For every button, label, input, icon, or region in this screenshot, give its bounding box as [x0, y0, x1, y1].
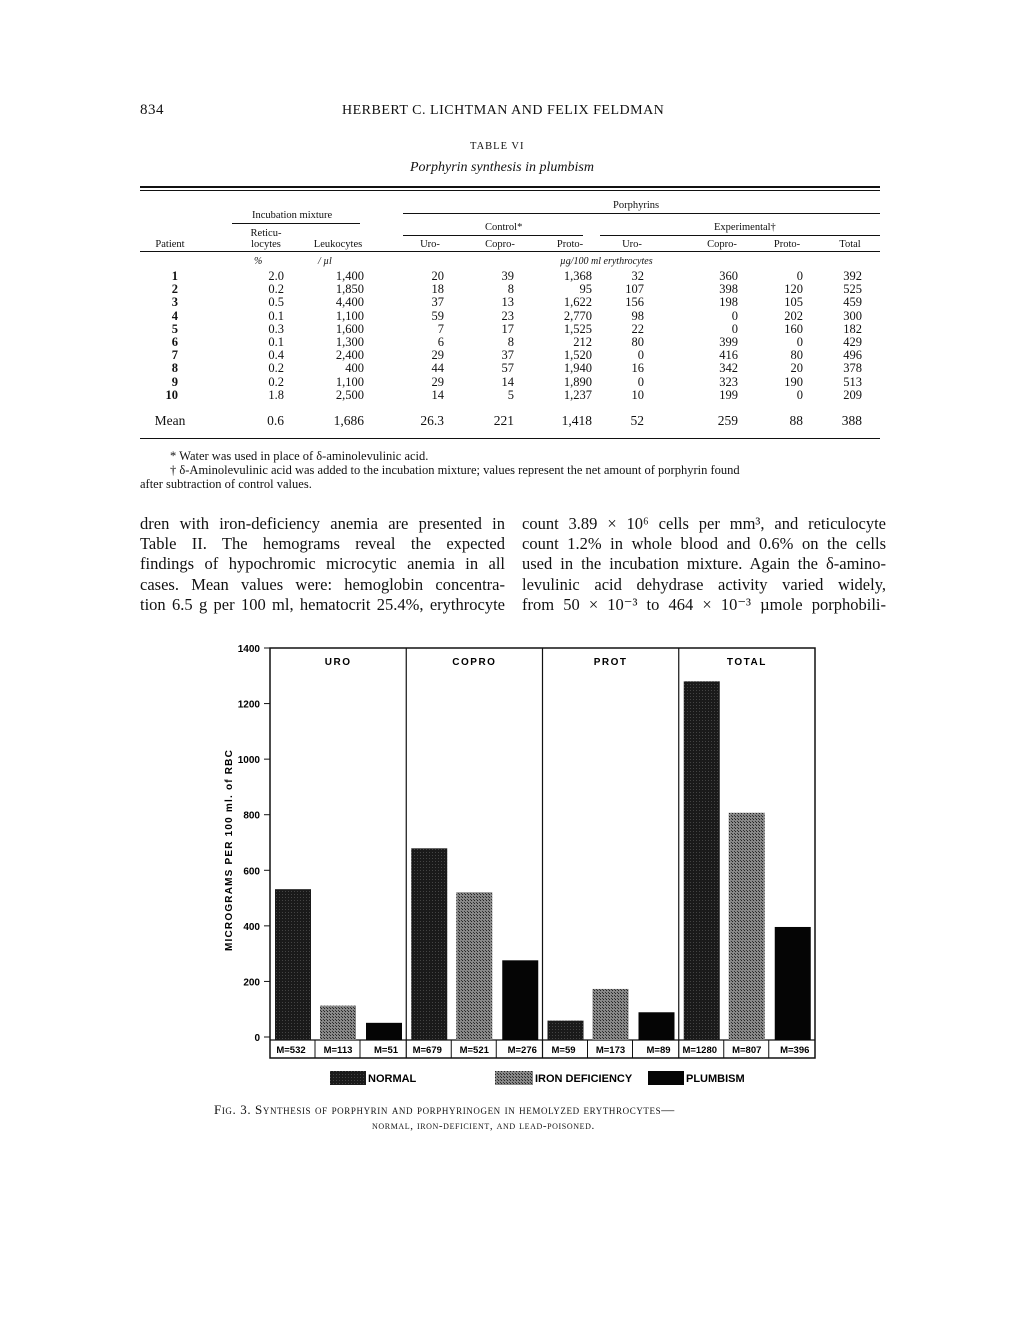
footnote-1: * Water was used in place of δ-aminolevulinic acid. — [170, 449, 429, 463]
table-cell: 2 — [171, 282, 178, 297]
column-header: Total — [839, 239, 861, 250]
table-cell: 13 — [501, 295, 514, 310]
column-header: Proto- — [773, 239, 801, 250]
table-cell: 190 — [784, 374, 803, 389]
bar-plumbism — [639, 1012, 675, 1040]
table-cell: 399 — [719, 335, 738, 349]
mean-cell: 88 — [789, 413, 803, 428]
column-header: Reticu- — [250, 228, 282, 239]
bar-normal — [548, 1021, 584, 1040]
table-cell: 156 — [625, 295, 644, 310]
table-cell: 2,500 — [335, 387, 364, 402]
table-cell: 20 — [431, 269, 444, 283]
bar-value-label: M=1280 — [682, 1045, 718, 1056]
table-cell: 9 — [171, 374, 178, 389]
legend-swatch-normal — [330, 1071, 366, 1085]
table-cell: 1,890 — [563, 374, 592, 389]
table-cell: 202 — [784, 308, 803, 323]
panel-label: URO — [324, 657, 352, 668]
table-cell: 0.4 — [268, 348, 284, 363]
y-tick-label: 1000 — [237, 755, 260, 767]
y-tick-label: 800 — [243, 810, 260, 822]
column-header: Leukocytes — [313, 239, 363, 250]
table-cell: 1.8 — [268, 387, 284, 402]
table-cell: 22 — [631, 321, 644, 336]
table-cell: 2,400 — [335, 348, 364, 363]
figure-caption-line-1: Fig. 3. Synthesis of porphyrin and porphyrinogen in hemolyzed erythrocytes— — [214, 1102, 675, 1117]
y-axis-label: MICROGRAMS PER 100 ml. of RBC — [224, 748, 235, 952]
table-cell: 1,622 — [563, 295, 592, 310]
table-cell: 5 — [507, 387, 514, 402]
table-cell: 6 — [171, 335, 178, 349]
figure-caption-line-2: normal, iron-deficient, and lead-poisoned. — [372, 1120, 595, 1132]
control-header: Control* — [485, 222, 523, 233]
table-cell: 0 — [731, 308, 738, 323]
table-cell: 59 — [431, 308, 444, 323]
table-cell: 496 — [843, 348, 862, 363]
table-cell: 98 — [631, 308, 644, 323]
legend-swatch-iron-deficiency — [495, 1071, 533, 1085]
table-cell: 8 — [507, 282, 514, 297]
table-cell: 0 — [637, 374, 644, 389]
bar-iron-deficiency — [320, 1006, 356, 1040]
mean-cell: Mean — [154, 413, 186, 428]
mean-cell: 1,418 — [561, 413, 592, 428]
y-tick-label: 0 — [254, 1033, 260, 1044]
y-tick-label: 1200 — [237, 699, 260, 711]
table-cell: 0.1 — [268, 308, 284, 323]
unit-porphyrin: µg/100 ml erythrocytes — [560, 256, 653, 267]
bar-plumbism — [775, 927, 811, 1040]
table-cell: 17 — [501, 321, 514, 336]
table-cell: 0 — [796, 387, 803, 402]
table-cell: 14 — [501, 374, 514, 389]
table-cell: 57 — [501, 361, 514, 376]
unit-leuko: / µl — [318, 256, 332, 267]
table-cell: 16 — [631, 361, 644, 376]
table-cell: 6 — [437, 335, 444, 349]
table-cell: 4 — [171, 308, 178, 323]
mean-cell: 26.3 — [420, 413, 444, 428]
incubation-header: Incubation mixture — [252, 210, 333, 221]
table-cell: 1,525 — [563, 321, 592, 336]
table-cell: 39 — [501, 269, 514, 283]
table-cell: 0 — [796, 269, 803, 283]
bar-value-label: M=807 — [732, 1045, 762, 1056]
porphyrins-header: Porphyrins — [613, 200, 660, 211]
table-cell: 2,770 — [563, 308, 592, 323]
y-tick-label: 1400 — [237, 644, 260, 655]
table-cell: 416 — [719, 348, 738, 363]
table-cell: 0.2 — [268, 374, 284, 389]
unit-retic: % — [254, 256, 263, 267]
table-cell: 2.0 — [268, 269, 284, 283]
table-cell: 37 — [431, 295, 444, 310]
body-text-line: used in the incubation mixture. Again the δ-amino- — [522, 554, 886, 574]
table-cell: 14 — [431, 387, 444, 402]
column-header: locytes — [251, 239, 281, 250]
table-cell: 525 — [843, 282, 862, 297]
bar-iron-deficiency — [593, 989, 629, 1040]
body-text-line: Table II. The hemograms reveal the expected — [140, 534, 505, 554]
y-tick-label: 400 — [243, 921, 260, 933]
running-head: HERBERT C. LICHTMAN AND FELIX FELDMAN — [342, 103, 665, 118]
bar-iron-deficiency — [729, 813, 765, 1040]
bar-plumbism — [366, 1023, 402, 1040]
bar-value-label: M=89 — [646, 1045, 671, 1056]
table-cell: 0.1 — [268, 335, 284, 349]
body-text-line: findings of hypochromic microcytic anemia in all — [140, 554, 505, 574]
legend-label: IRON DEFICIENCY — [535, 1073, 633, 1085]
table-cell: 18 — [431, 282, 444, 297]
panel-label: PROT — [593, 657, 628, 668]
table-cell: 160 — [784, 321, 803, 336]
table-cell: 212 — [573, 335, 592, 349]
column-header: Patient — [155, 239, 185, 250]
table-cell: 29 — [431, 374, 444, 389]
table-cell: 392 — [843, 269, 862, 283]
y-tick-label: 600 — [243, 866, 260, 878]
bar-value-label: M=59 — [551, 1045, 576, 1056]
table-cell: 1,600 — [335, 321, 364, 336]
mean-cell: 259 — [717, 413, 738, 428]
table-cell: 32 — [631, 269, 644, 283]
footnote-2: † δ-Aminolevulinic acid was added to the incubation mixture; values represent the net amount of porphyrin found — [170, 463, 740, 477]
bar-plumbism — [502, 960, 538, 1040]
body-text-line: dren with iron-deficiency anemia are presented in — [140, 514, 505, 533]
table-cell: 182 — [843, 321, 862, 336]
column-header: Uro- — [420, 239, 440, 250]
table-cell: 0 — [796, 335, 803, 349]
bar-normal — [275, 889, 311, 1040]
table-cell: 1,400 — [335, 269, 364, 283]
mean-cell: 221 — [493, 413, 514, 428]
table-cell: 198 — [719, 295, 738, 310]
table-cell: 513 — [843, 374, 862, 389]
table-cell: 360 — [719, 269, 738, 283]
table-cell: 107 — [625, 282, 644, 297]
table-cell: 23 — [501, 308, 514, 323]
table-cell: 10 — [631, 387, 644, 402]
bar-iron-deficiency — [456, 892, 492, 1040]
table-cell: 342 — [719, 361, 738, 376]
table-cell: 0 — [637, 348, 644, 363]
body-text-line: tion 6.5 g per 100 ml, hematocrit 25.4%, erythrocyte — [140, 594, 505, 614]
table-cell: 1,100 — [335, 374, 364, 389]
bar-value-label: M=532 — [276, 1045, 306, 1056]
body-text-line: count 3.89 × 10⁶ cells per mm³, and reticulocyte — [522, 514, 886, 533]
table-cell: 378 — [843, 361, 862, 376]
table-cell: 4,400 — [335, 295, 364, 310]
table-cell: 1,850 — [335, 282, 364, 297]
body-text-line: levulinic acid dehydrase activity varied widely, — [522, 574, 886, 594]
table-cell: 0.2 — [268, 282, 284, 297]
column-header: Uro- — [622, 239, 642, 250]
table-cell: 120 — [784, 282, 803, 297]
y-tick-label: 200 — [243, 977, 260, 989]
table-cell: 300 — [843, 308, 862, 323]
table-cell: 1,100 — [335, 308, 364, 323]
column-header: Copro- — [707, 239, 737, 250]
table-cell: 7 — [437, 321, 444, 336]
table-cell: 3 — [171, 295, 178, 310]
bar-normal — [684, 681, 720, 1040]
bar-value-label: M=113 — [323, 1045, 353, 1056]
bar-value-label: M=51 — [373, 1045, 399, 1056]
table-cell: 29 — [431, 348, 444, 363]
table-cell: 10 — [165, 387, 178, 402]
table-cell: 0.5 — [268, 295, 284, 310]
table-cell: 80 — [790, 348, 803, 363]
table-cell: 1,368 — [563, 269, 592, 283]
mean-cell: 52 — [630, 413, 644, 428]
table-cell: 8 — [507, 335, 514, 349]
table-cell: 1,237 — [563, 387, 592, 402]
body-text-line: count 1.2% in whole blood and 0.6% on the cells — [522, 534, 886, 554]
table-cell: 0.3 — [268, 321, 284, 336]
table-cell: 105 — [784, 295, 803, 310]
table-cell: 1,300 — [335, 335, 364, 349]
table-cell: 1,940 — [563, 361, 592, 376]
table-label: TABLE VI — [470, 141, 525, 152]
table-cell: 8 — [171, 361, 178, 376]
body-text-line: cases. Mean values were: hemoglobin concentra- — [140, 574, 505, 594]
panel-label: TOTAL — [726, 657, 767, 668]
table-cell: 80 — [631, 335, 644, 349]
bar-value-label: M=679 — [412, 1045, 442, 1056]
mean-cell: 1,686 — [333, 413, 364, 428]
table-cell: 398 — [719, 282, 738, 297]
table-cell: 5 — [171, 321, 178, 336]
table-cell: 95 — [579, 282, 592, 297]
legend-label: PLUMBISM — [686, 1073, 745, 1085]
table-cell: 0 — [731, 321, 738, 336]
table-cell: 37 — [501, 348, 514, 363]
table-cell: 429 — [843, 335, 862, 349]
table-cell: 44 — [431, 361, 444, 376]
body-text-line: from 50 × 10⁻³ to 464 × 10⁻³ µmole porphobili- — [522, 594, 886, 614]
legend-swatch-plumbism — [648, 1071, 684, 1085]
footnote-3: after subtraction of control values. — [140, 477, 312, 491]
column-header: Copro- — [485, 239, 515, 250]
mean-cell: 388 — [841, 413, 862, 428]
table-cell: 323 — [719, 374, 738, 389]
page-number: 834 — [140, 102, 164, 118]
table-cell: 0.2 — [268, 361, 284, 376]
panel-label: COPRO — [452, 657, 497, 668]
table-cell: 459 — [843, 295, 862, 310]
bar-value-label: M=173 — [595, 1045, 626, 1056]
table-cell: 209 — [843, 387, 862, 402]
experimental-header: Experimental† — [714, 222, 776, 233]
table-cell: 1,520 — [563, 348, 592, 363]
column-header: Proto- — [556, 239, 584, 250]
bar-value-label: M=521 — [459, 1045, 489, 1056]
mean-cell: 0.6 — [267, 413, 284, 428]
table-cell: 400 — [345, 361, 364, 376]
table-cell: 1 — [171, 269, 178, 283]
bar-value-label: M=276 — [507, 1045, 537, 1056]
table-cell: 20 — [790, 361, 803, 376]
table-cell: 199 — [719, 387, 738, 402]
table-title: Porphyrin synthesis in plumbism — [410, 160, 594, 175]
legend-label: NORMAL — [368, 1073, 417, 1085]
table-cell: 7 — [171, 348, 178, 363]
bar-normal — [411, 848, 447, 1040]
bar-value-label: M=396 — [780, 1045, 810, 1056]
